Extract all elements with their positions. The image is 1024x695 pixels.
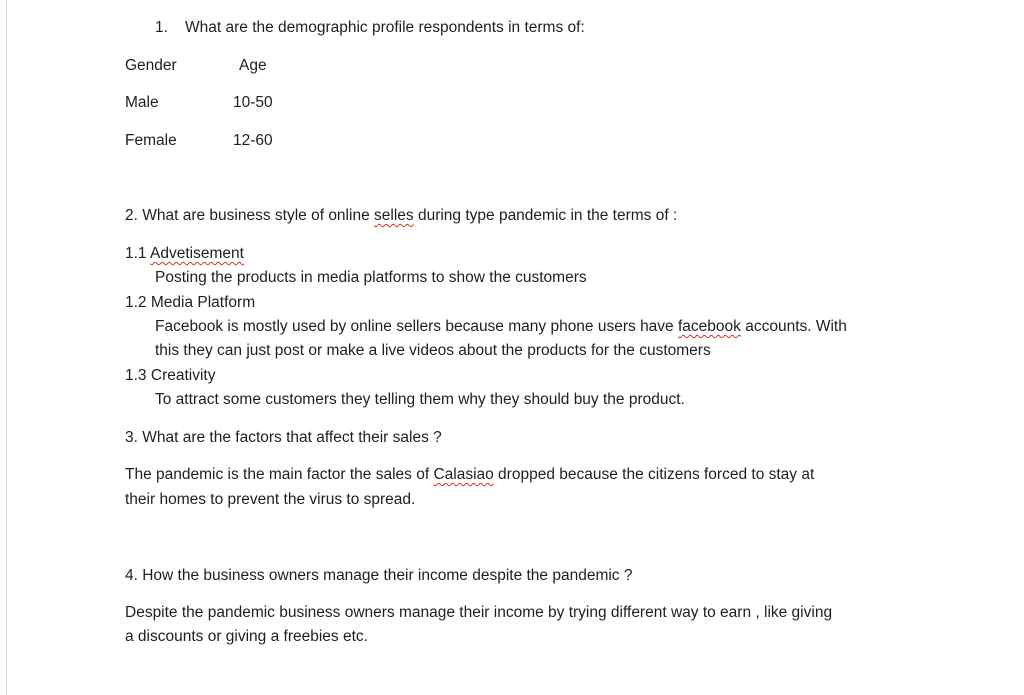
table-header-gender: Gender: [125, 57, 177, 74]
q2-item-heading: [125, 366, 215, 386]
q2-title: [125, 206, 677, 226]
table-cell-age: 12-60: [233, 132, 273, 149]
text-part: Facebook is mostly used by online sellers because many phone users have: [155, 318, 678, 335]
q2-item-text: To attract some customers they telling them why they should buy the product.: [155, 391, 685, 408]
q3-title: 3. What are the factors that affect their sales ?: [125, 429, 442, 446]
q2-item-text: [155, 317, 847, 337]
q2-title-part: during type pandemic in the terms of :: [413, 207, 678, 224]
spelling-error: Calasiao: [433, 466, 494, 483]
page-edge: [6, 0, 7, 695]
table-header-age: Age: [239, 57, 267, 74]
q4-answer: Despite the pandemic business owners manage their income by trying different way to earn , like giving: [125, 604, 833, 621]
item-number: 1.1: [125, 245, 147, 262]
q1-title: What are the demographic profile respondents in terms of:: [185, 19, 585, 36]
spelling-error: selles: [374, 207, 414, 224]
spelling-error: Advetisement: [150, 245, 244, 262]
q2-title-part: 2. What are business style of online: [125, 207, 374, 224]
q4-title: 4. How the business owners manage their income despite the pandemic ?: [125, 567, 633, 584]
q2-item-heading: [125, 293, 255, 313]
item-label: Media Platform: [150, 294, 256, 311]
table-cell-gender: Female: [125, 132, 177, 149]
item-number: 1.3: [125, 367, 147, 384]
table-cell-gender: Male: [125, 94, 159, 111]
q3-answer: [125, 465, 814, 485]
table-cell-age: 10-50: [233, 94, 273, 111]
q1-number: 1.: [155, 19, 168, 36]
q2-item-text: this they can just post or make a live videos about the products for the customers: [155, 342, 711, 359]
q2-item-text: Posting the products in media platforms to show the customers: [155, 269, 587, 286]
q2-item-heading: [125, 244, 244, 264]
spelling-error: facebook: [677, 318, 741, 335]
q4-answer: a discounts or giving a freebies etc.: [125, 628, 368, 645]
item-number: 1.2: [125, 294, 147, 311]
text-part: dropped because the citizens forced to stay at: [493, 466, 815, 483]
q3-answer: their homes to prevent the virus to spread.: [125, 491, 416, 508]
text-part: The pandemic is the main factor the sales of: [125, 466, 434, 483]
item-label: Creativity: [150, 367, 216, 384]
text-part: accounts. With: [740, 318, 847, 335]
